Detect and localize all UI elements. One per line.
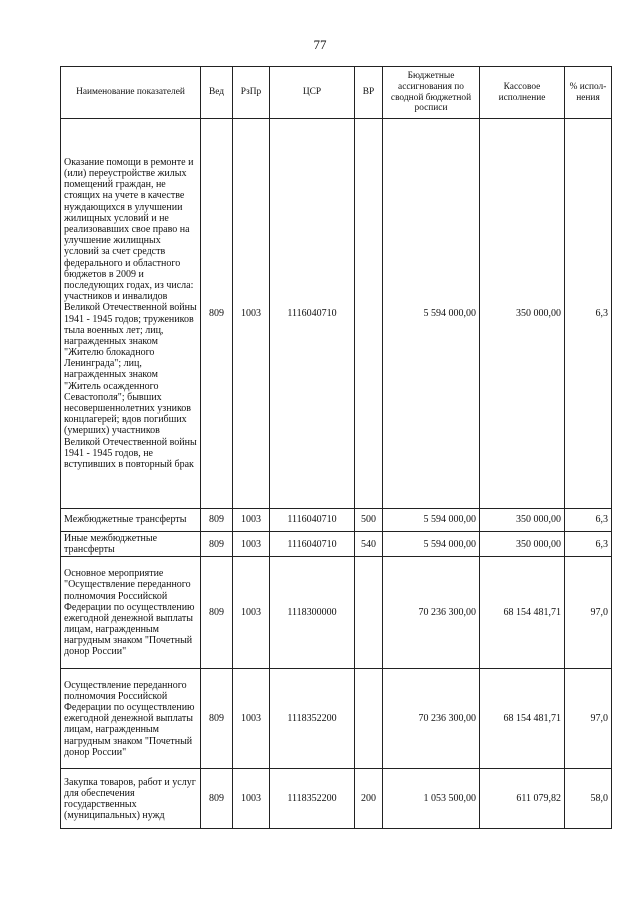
table-row (61, 532, 612, 557)
row-csr: 1116040710 (270, 119, 355, 509)
row-ved: 809 (201, 509, 233, 532)
row-cash-execution: 68 154 481,71 (480, 557, 565, 669)
row-vr (355, 119, 383, 509)
row-rzpr: 1003 (233, 557, 270, 669)
row-percent: 97,0 (565, 669, 612, 769)
header-rzpr: РзПр (233, 67, 270, 119)
header-vr: ВР (355, 67, 383, 119)
header-ved: Вед (201, 67, 233, 119)
row-rzpr: 1003 (233, 769, 270, 829)
row-assignments: 5 594 000,00 (383, 509, 480, 532)
header-csr: ЦСР (270, 67, 355, 119)
row-percent: 58,0 (565, 769, 612, 829)
row-vr (355, 557, 383, 669)
header-assignments: Бюджетные ассигнования по сводной бюджетной росписи (383, 67, 480, 119)
row-rzpr: 1003 (233, 119, 270, 509)
budget-execution-table (60, 66, 612, 829)
row-percent: 97,0 (565, 557, 612, 669)
page-number: 77 (313, 37, 327, 52)
row-name: Оказание помощи в ремонте и (или) переустройстве жилых помещений граждан, не стоящих на учете в качестве нуждающихся в улучшении жилищных условий и не реализовавших свое право на улучшение жилищных условий за счет средств федерального и областного бюджетов в 2009 и последующих годах, из числа: участников и инвалидов Великой Отечественной войны 1941 - 1945 годов; тружеников тыла военных лет; лиц, награжденных знаком "Жителю блокадного Ленинграда"; лиц, награжденных знаком "Житель осажденного Севастополя"; бывших несовершеннолетних узников концлагерей; вдов погибших (умерших) участников Великой Отечественной войны 1941 - 1945 годов, не вступивших в повторный брак (61, 119, 201, 509)
header-percent: % испол-нения (565, 67, 612, 119)
header-cash-execution: Кассовое исполнение (480, 67, 565, 119)
row-cash-execution: 350 000,00 (480, 532, 565, 557)
table-row (61, 509, 612, 532)
table-header-row (61, 67, 612, 119)
header-name: Наименование показателей (61, 67, 201, 119)
row-cash-execution: 68 154 481,71 (480, 669, 565, 769)
row-name: Осуществление переданного полномочия Российской Федерации по осуществлению ежегодной денежной выплаты лицам, награжденным нагрудным знаком "Почетный донор России" (61, 669, 201, 769)
table-row (61, 769, 612, 829)
table-row (61, 557, 612, 669)
row-ved: 809 (201, 769, 233, 829)
row-assignments: 5 594 000,00 (383, 532, 480, 557)
row-csr: 1118352200 (270, 769, 355, 829)
row-percent: 6,3 (565, 509, 612, 532)
row-assignments: 1 053 500,00 (383, 769, 480, 829)
row-rzpr: 1003 (233, 509, 270, 532)
row-vr: 540 (355, 532, 383, 557)
row-ved: 809 (201, 557, 233, 669)
row-name: Межбюджетные трансферты (61, 509, 201, 532)
row-percent: 6,3 (565, 532, 612, 557)
row-assignments: 70 236 300,00 (383, 557, 480, 669)
row-ved: 809 (201, 119, 233, 509)
row-vr (355, 669, 383, 769)
row-ved: 809 (201, 532, 233, 557)
table-row (61, 669, 612, 769)
row-csr: 1118352200 (270, 669, 355, 769)
row-ved: 809 (201, 669, 233, 769)
row-percent: 6,3 (565, 119, 612, 509)
row-csr: 1118300000 (270, 557, 355, 669)
row-cash-execution: 350 000,00 (480, 509, 565, 532)
row-vr: 200 (355, 769, 383, 829)
row-assignments: 5 594 000,00 (383, 119, 480, 509)
row-name: Основное мероприятие "Осуществление переданного полномочия Российской Федерации по осуществлению ежегодной денежной выплаты лицам, награжденным нагрудным знаком "Почетный донор России" (61, 557, 201, 669)
row-cash-execution: 611 079,82 (480, 769, 565, 829)
row-vr: 500 (355, 509, 383, 532)
row-rzpr: 1003 (233, 532, 270, 557)
row-rzpr: 1003 (233, 669, 270, 769)
row-cash-execution: 350 000,00 (480, 119, 565, 509)
row-csr: 1116040710 (270, 532, 355, 557)
row-name: Закупка товаров, работ и услуг для обеспечения государственных (муниципальных) нужд (61, 769, 201, 829)
row-csr: 1116040710 (270, 509, 355, 532)
table-row (61, 119, 612, 509)
row-name: Иные межбюджетные трансферты (61, 532, 201, 557)
row-assignments: 70 236 300,00 (383, 669, 480, 769)
